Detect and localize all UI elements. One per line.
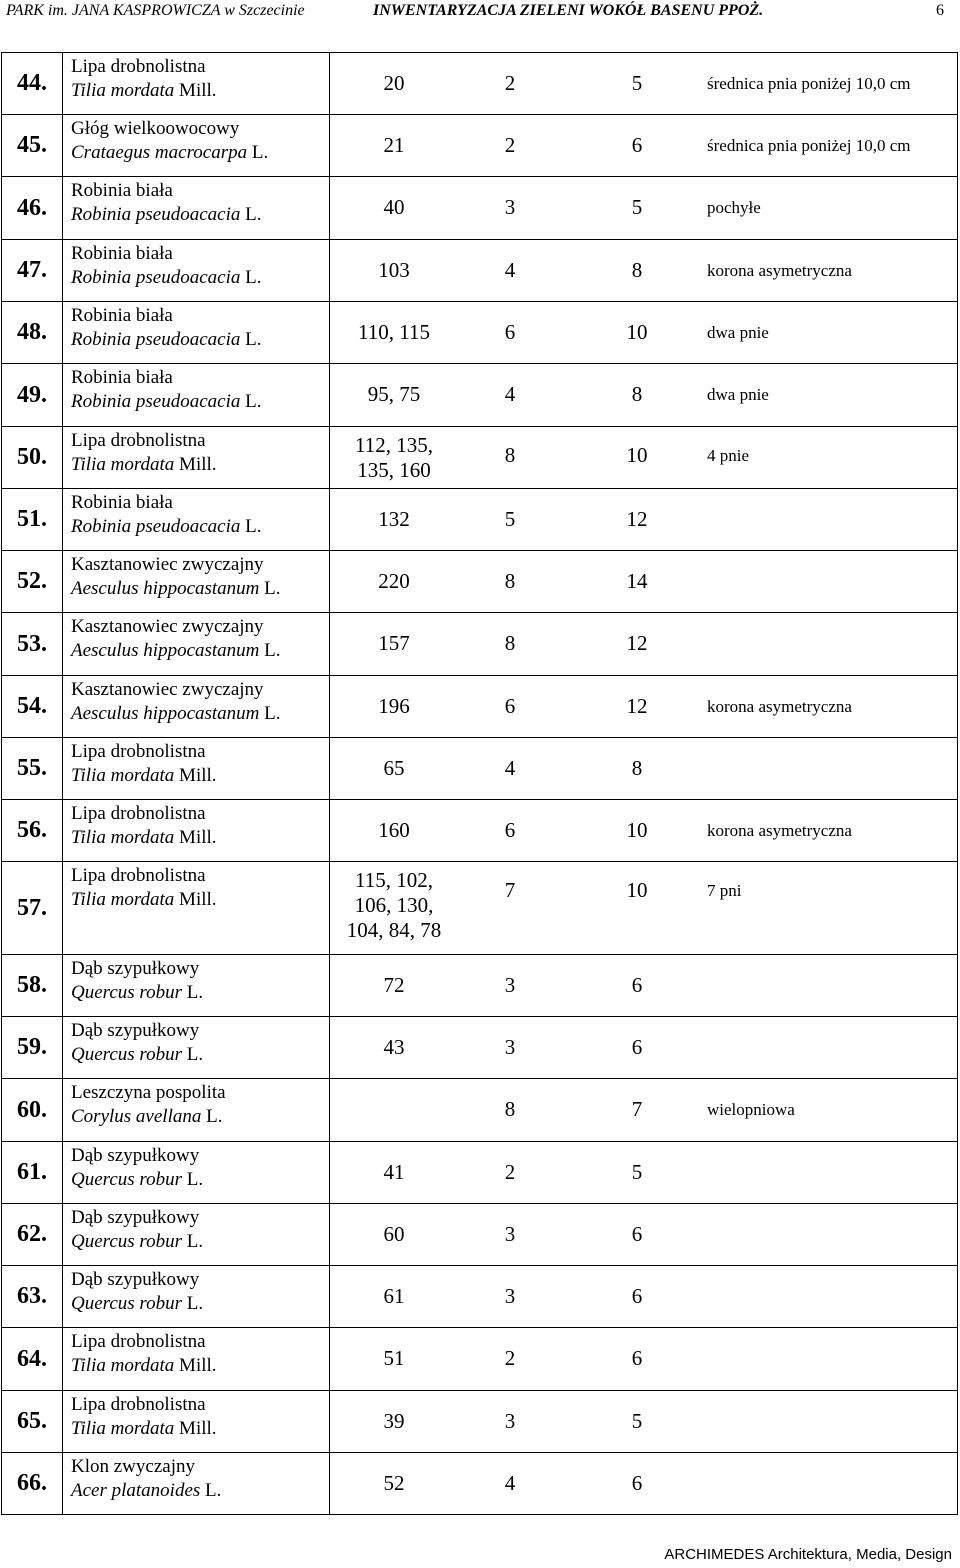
table-row (2, 676, 958, 738)
species-cell (63, 364, 330, 427)
tree-height: 4 (504, 756, 516, 780)
species-latin-name: Quercus robur L. (71, 1293, 204, 1314)
tree-height: 8 (504, 631, 516, 655)
species-author: L. (186, 1293, 204, 1314)
measurement-cell (330, 53, 958, 115)
remarks: 7 pni (707, 881, 742, 900)
trunk-diameter: 52 (383, 1471, 405, 1495)
tree-height: 3 (504, 973, 516, 997)
remarks: pochyłe (707, 198, 761, 217)
species-polish-name: Lipa drobnolistna (71, 803, 206, 824)
species-polish-name: Robinia biała (71, 305, 173, 326)
trunk-diameter: 135, 160 (357, 458, 431, 482)
species-author: L. (245, 204, 262, 225)
species-latin-name: Crataegus macrocarpa L. (71, 142, 269, 163)
species-polish-name: Dąb szypułkowy (71, 1020, 200, 1041)
species-author: Mill. (179, 889, 217, 910)
measurement-values (330, 800, 957, 861)
species-author: L. (205, 1480, 222, 1501)
tree-height: 6 (504, 818, 516, 842)
table-row (2, 489, 958, 551)
trunk-diameter: 160 (378, 818, 410, 842)
table-row (2, 115, 958, 177)
tree-height: 2 (504, 133, 516, 157)
crown-diameter: 6 (631, 1284, 643, 1308)
trunk-diameter: 115, 102, (355, 868, 433, 892)
table-row (2, 364, 958, 427)
species-polish-name: Kasztanowiec zwyczajny (71, 616, 264, 637)
page-header (0, 0, 960, 22)
species-latin-name: Tilia mordata Mill. (71, 80, 217, 101)
species-latin-name: Quercus robur L. (71, 1044, 204, 1065)
tree-number: 47. (2, 240, 63, 302)
trunk-diameter: 61 (383, 1284, 405, 1308)
measurement-cell (330, 800, 958, 862)
species-author: Mill. (179, 80, 217, 101)
measurement-values (330, 1266, 957, 1327)
table-row (2, 1328, 958, 1391)
trunk-diameter: 196 (378, 694, 410, 718)
trunk-diameter: 43 (383, 1035, 405, 1059)
species-polish-name: Robinia biała (71, 180, 173, 201)
table-row (2, 1142, 958, 1204)
tree-number: 45. (2, 115, 63, 177)
species-latin-name: Quercus robur L. (71, 1169, 204, 1190)
remarks: dwa pnie (707, 385, 769, 404)
crown-diameter: 12 (626, 507, 648, 531)
species-polish-name: Lipa drobnolistna (71, 865, 206, 886)
trunk-diameter: 72 (383, 973, 405, 997)
measurement-values (330, 676, 957, 737)
measurement-values (330, 364, 957, 426)
measurement-values (330, 177, 957, 239)
crown-diameter: 10 (626, 818, 648, 842)
remarks: dwa pnie (707, 323, 769, 342)
species-polish-name: Dąb szypułkowy (71, 958, 200, 979)
crown-diameter: 6 (631, 973, 643, 997)
table-row (2, 551, 958, 613)
tree-number: 55. (2, 738, 63, 800)
species-author: L. (186, 1169, 204, 1190)
trunk-diameter: 51 (383, 1346, 405, 1370)
species-cell (63, 53, 330, 115)
tree-number: 52. (2, 551, 63, 613)
species-latin-name: Quercus robur L. (71, 1231, 204, 1252)
tree-height: 4 (504, 258, 516, 282)
tree-height: 5 (504, 507, 516, 531)
species-author: L. (245, 329, 262, 350)
measurement-values (330, 1453, 957, 1514)
species-cell (63, 1079, 330, 1142)
table-row (2, 862, 958, 955)
trunk-diameter: 21 (383, 133, 405, 157)
crown-diameter: 5 (631, 195, 643, 219)
tree-number: 44. (2, 53, 63, 115)
species-latin-name: Tilia mordata Mill. (71, 889, 217, 910)
tree-height: 4 (504, 1471, 516, 1495)
measurement-values (330, 1328, 957, 1390)
measurement-cell (330, 551, 958, 613)
remarks: średnica pnia poniżej 10,0 cm (707, 136, 911, 155)
trunk-diameter: 39 (383, 1409, 405, 1433)
trunk-diameter: 106, 130, (354, 893, 434, 917)
species-author: L. (186, 1231, 204, 1252)
species-latin-name: Aesculus hippocastanum L. (71, 640, 281, 661)
species-author: L. (186, 1044, 204, 1065)
species-latin-name: Robinia pseudoacacia L. (71, 391, 262, 412)
trunk-diameter: 112, 135, (355, 433, 433, 457)
species-latin-name: Tilia mordata Mill. (71, 1418, 217, 1439)
crown-diameter: 12 (626, 631, 648, 655)
species-author: Mill. (179, 765, 217, 786)
crown-diameter: 8 (631, 382, 643, 406)
table-row (2, 1079, 958, 1142)
measurement-values (330, 302, 957, 363)
trunk-diameter: 40 (383, 195, 405, 219)
species-cell (63, 302, 330, 364)
trunk-diameter: 220 (378, 569, 410, 593)
table-row (2, 1017, 958, 1079)
tree-height: 2 (504, 71, 516, 95)
species-cell (63, 1142, 330, 1204)
species-latin-name: Acer platanoides L. (71, 1480, 222, 1501)
crown-diameter: 6 (631, 1035, 643, 1059)
crown-diameter: 5 (631, 1409, 643, 1433)
table-row (2, 1391, 958, 1453)
remarks: wielopniowa (707, 1100, 795, 1119)
remarks: korona asymetryczna (707, 261, 852, 280)
measurement-cell (330, 115, 958, 177)
measurement-values (330, 489, 957, 550)
species-polish-name: Lipa drobnolistna (71, 56, 206, 77)
tree-number: 64. (2, 1328, 63, 1391)
measurement-values (330, 1204, 957, 1265)
tree-height: 6 (504, 694, 516, 718)
tree-number: 62. (2, 1204, 63, 1266)
crown-diameter: 10 (626, 320, 648, 344)
table-row (2, 302, 958, 364)
species-cell (63, 1017, 330, 1079)
species-polish-name: Klon zwyczajny (71, 1456, 195, 1477)
crown-diameter: 6 (631, 1346, 643, 1370)
species-cell (63, 738, 330, 800)
crown-diameter: 8 (631, 756, 643, 780)
species-author: L. (251, 142, 269, 163)
trunk-diameter: 65 (383, 756, 405, 780)
trunk-diameter: 110, 115 (358, 320, 430, 344)
measurement-cell (330, 862, 958, 955)
measurement-cell (330, 955, 958, 1017)
species-latin-name: Robinia pseudoacacia L. (71, 204, 262, 225)
tree-number: 48. (2, 302, 63, 364)
species-cell (63, 551, 330, 613)
species-cell (63, 676, 330, 738)
measurement-values (330, 613, 957, 675)
table-row (2, 53, 958, 115)
measurement-cell (330, 738, 958, 800)
crown-diameter: 10 (626, 878, 648, 902)
species-cell (63, 1391, 330, 1453)
tree-number: 65. (2, 1391, 63, 1453)
remarks: korona asymetryczna (707, 697, 852, 716)
table-row (2, 427, 958, 489)
crown-diameter: 10 (626, 443, 648, 467)
remarks: średnica pnia poniżej 10,0 cm (707, 74, 911, 93)
measurement-values (330, 738, 957, 799)
tree-number: 66. (2, 1453, 63, 1515)
species-polish-name: Robinia biała (71, 492, 173, 513)
crown-diameter: 6 (631, 133, 643, 157)
measurement-values (330, 955, 957, 1016)
species-polish-name: Lipa drobnolistna (71, 1331, 206, 1352)
measurement-cell (330, 676, 958, 738)
species-cell (63, 1328, 330, 1391)
measurement-cell (330, 1391, 958, 1453)
measurement-cell (330, 364, 958, 427)
species-cell (63, 240, 330, 302)
species-polish-name: Kasztanowiec zwyczajny (71, 554, 264, 575)
crown-diameter: 8 (631, 258, 643, 282)
trunk-diameter: 104, 84, 78 (346, 918, 442, 942)
header-title: INWENTARYZACJA ZIELENI WOKÓŁ BASENU PPOŻ. (373, 2, 764, 19)
species-polish-name: Dąb szypułkowy (71, 1145, 200, 1166)
measurement-cell (330, 427, 958, 489)
species-author: Mill. (179, 454, 217, 475)
measurement-cell (330, 240, 958, 302)
inventory-table (1, 52, 958, 1515)
measurement-cell (330, 1266, 958, 1328)
table-row (2, 955, 958, 1017)
tree-height: 8 (504, 569, 516, 593)
species-cell (63, 115, 330, 177)
species-polish-name: Lipa drobnolistna (71, 741, 206, 762)
trunk-diameter: 157 (378, 631, 410, 655)
table-row (2, 738, 958, 800)
tree-number: 51. (2, 489, 63, 551)
tree-number: 60. (2, 1079, 63, 1142)
species-author: L. (245, 267, 262, 288)
species-cell (63, 1204, 330, 1266)
trunk-diameter: 41 (383, 1160, 405, 1184)
table-row (2, 240, 958, 302)
species-author: L. (206, 1106, 223, 1127)
tree-number: 57. (2, 862, 63, 955)
tree-height: 2 (504, 1346, 516, 1370)
measurement-values (330, 1079, 957, 1141)
crown-diameter: 12 (626, 694, 648, 718)
species-cell (63, 427, 330, 489)
species-polish-name: Kasztanowiec zwyczajny (71, 679, 264, 700)
species-latin-name: Tilia mordata Mill. (71, 454, 217, 475)
table-row (2, 1453, 958, 1515)
trunk-diameter: 95, 75 (367, 382, 421, 406)
species-polish-name: Robinia biała (71, 367, 173, 388)
species-latin-name: Aesculus hippocastanum L. (71, 703, 281, 724)
table-row (2, 1266, 958, 1328)
page-number: 6 (936, 2, 944, 19)
trunk-diameter: 103 (378, 258, 410, 282)
species-polish-name: Dąb szypułkowy (71, 1207, 200, 1228)
species-cell (63, 955, 330, 1017)
species-author: L. (264, 703, 281, 724)
tree-number: 53. (2, 613, 63, 676)
measurement-cell (330, 1204, 958, 1266)
species-cell (63, 177, 330, 240)
tree-number: 46. (2, 177, 63, 240)
species-latin-name: Robinia pseudoacacia L. (71, 516, 262, 537)
species-cell (63, 800, 330, 862)
table-row (2, 613, 958, 676)
species-cell (63, 613, 330, 676)
species-cell (63, 862, 330, 955)
tree-number: 61. (2, 1142, 63, 1204)
tree-number: 63. (2, 1266, 63, 1328)
crown-diameter: 5 (631, 1160, 643, 1184)
measurement-values (330, 551, 957, 612)
tree-height: 3 (504, 1284, 516, 1308)
species-author: L. (245, 516, 262, 537)
species-latin-name: Corylus avellana L. (71, 1106, 223, 1127)
species-latin-name: Tilia mordata Mill. (71, 1355, 217, 1376)
tree-height: 3 (504, 1409, 516, 1433)
species-author: L. (186, 982, 204, 1003)
tree-height: 8 (504, 1097, 516, 1121)
trunk-diameter: 60 (383, 1222, 405, 1246)
species-polish-name: Lipa drobnolistna (71, 430, 206, 451)
header-location: PARK im. JANA KASPROWICZA w Szczecinie (6, 2, 305, 19)
species-polish-name: Lipa drobnolistna (71, 1394, 206, 1415)
species-latin-name: Tilia mordata Mill. (71, 765, 217, 786)
tree-height: 2 (504, 1160, 516, 1184)
species-cell (63, 1266, 330, 1328)
measurement-values (330, 862, 957, 954)
table-row (2, 800, 958, 862)
measurement-cell (330, 489, 958, 551)
tree-height: 6 (504, 320, 516, 344)
species-polish-name: Leszczyna pospolita (71, 1082, 226, 1103)
remarks: korona asymetryczna (707, 821, 852, 840)
tree-height: 4 (504, 382, 516, 406)
tree-height: 8 (504, 443, 516, 467)
tree-number: 56. (2, 800, 63, 862)
tree-height: 3 (504, 1035, 516, 1059)
remarks: 4 pnie (707, 446, 750, 465)
measurement-values (330, 240, 957, 301)
measurement-cell (330, 1079, 958, 1142)
table-row (2, 1204, 958, 1266)
species-cell (63, 489, 330, 551)
crown-diameter: 6 (631, 1471, 643, 1495)
crown-diameter: 6 (631, 1222, 643, 1246)
tree-height: 3 (504, 1222, 516, 1246)
tree-height: 3 (504, 195, 516, 219)
species-author: Mill. (179, 1355, 217, 1376)
species-polish-name: Głóg wielkoowocowy (71, 118, 240, 139)
measurement-cell (330, 1453, 958, 1515)
species-polish-name: Robinia biała (71, 243, 173, 264)
tree-number: 54. (2, 676, 63, 738)
measurement-values (330, 1142, 957, 1203)
measurement-values (330, 1391, 957, 1452)
trunk-diameter: 20 (383, 71, 405, 95)
species-polish-name: Dąb szypułkowy (71, 1269, 200, 1290)
species-latin-name: Robinia pseudoacacia L. (71, 267, 262, 288)
crown-diameter: 5 (631, 71, 643, 95)
measurement-values (330, 53, 957, 114)
crown-diameter: 7 (631, 1097, 643, 1121)
measurement-cell (330, 1142, 958, 1204)
measurement-cell (330, 302, 958, 364)
species-author: L. (264, 640, 281, 661)
tree-number: 59. (2, 1017, 63, 1079)
species-author: Mill. (179, 1418, 217, 1439)
species-latin-name: Aesculus hippocastanum L. (71, 578, 281, 599)
species-author: Mill. (179, 827, 217, 848)
table-row (2, 177, 958, 240)
crown-diameter: 14 (626, 569, 648, 593)
page-footer: ARCHIMEDES Architektura, Media, Design (664, 1546, 952, 1563)
species-latin-name: Robinia pseudoacacia L. (71, 329, 262, 350)
measurement-cell (330, 177, 958, 240)
measurement-values (330, 115, 957, 176)
species-author: L. (264, 578, 281, 599)
measurement-cell (330, 613, 958, 676)
trunk-diameter: 132 (378, 507, 410, 531)
species-author: L. (245, 391, 262, 412)
tree-number: 58. (2, 955, 63, 1017)
species-latin-name: Quercus robur L. (71, 982, 204, 1003)
tree-height: 7 (504, 878, 516, 902)
species-latin-name: Tilia mordata Mill. (71, 827, 217, 848)
measurement-cell (330, 1328, 958, 1391)
measurement-cell (330, 1017, 958, 1079)
tree-number: 49. (2, 364, 63, 427)
measurement-values (330, 1017, 957, 1078)
measurement-values (330, 427, 957, 488)
species-cell (63, 1453, 330, 1515)
tree-number: 50. (2, 427, 63, 489)
